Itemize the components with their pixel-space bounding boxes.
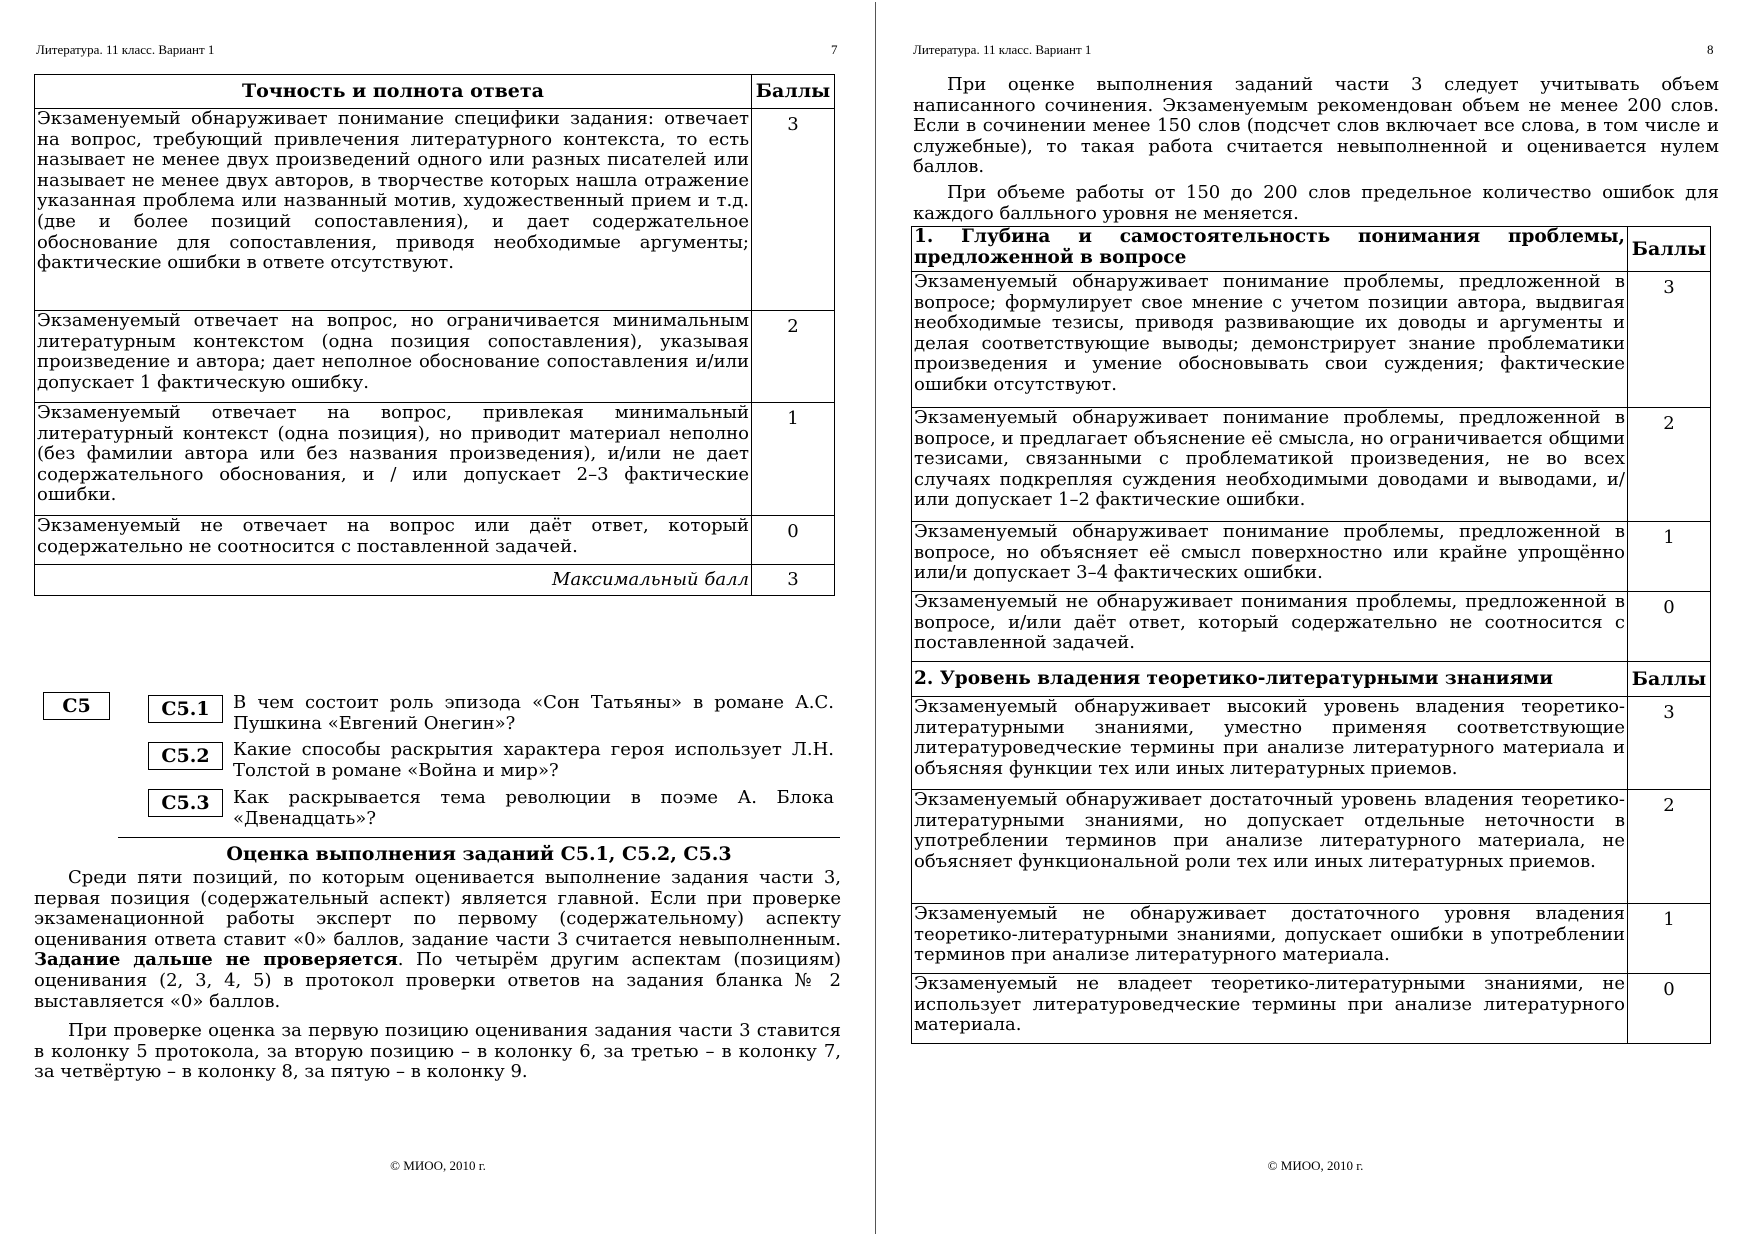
paragraph: При объеме работы от 150 до 200 слов предельное количество ошибок для каждого балльного уровня не меняется. <box>913 182 1719 224</box>
criteria-text: Экзаменуемый обнаруживает высокий уровень владения теоретико-литературными знаниями, уместно применяя соответствующие литературоведческие термины при анализе литературного материала и объясняя функции тех или иных литературных приемов. <box>912 697 1628 790</box>
table-row <box>912 522 1711 592</box>
score-value: 2 <box>1628 790 1711 904</box>
task-label-c5-1: С5.1 <box>148 695 223 723</box>
table-row <box>35 311 835 403</box>
paragraph: При проверке оценка за первую позицию оценивания задания части 3 ставится в колонку 5 протокола, за вторую позицию – в колонку 6, за третью – в колонку 7, за четвёртую – в колонку 8, за пятую – в колонку 9. <box>34 1020 841 1083</box>
task-label-c5-2: С5.2 <box>148 742 223 770</box>
criteria-text: Экзаменуемый не обнаруживает достаточного уровня владения теоретико-литературными знаниями, допускает ошибки в употреблении терминов при анализе литературного материала. <box>912 904 1628 974</box>
criteria-text: Экзаменуемый не владеет теоретико-литературными знаниями, не использует литературоведческие термины при анализе литературного материала. <box>912 974 1628 1044</box>
criteria-table <box>34 74 835 596</box>
table-row <box>912 904 1711 974</box>
criteria-header: Точность и полнота ответа <box>35 75 752 109</box>
criteria-text: Экзаменуемый отвечает на вопрос, привлекая минимальный литературный контекст (одна позиция), но приводит материал неполно (без фамилии автора или без названия произведения), и/или не дает содержательного обоснования, и / или допускает 2–3 фактические ошибки. <box>35 403 752 516</box>
criteria-text: Экзаменуемый не отвечает на вопрос или даёт ответ, который содержательно не соотносится с поставленной задачей. <box>35 516 752 565</box>
question-c5-1: В чем состоит роль эпизода «Сон Татьяны» в романе А.С. Пушкина «Евгений Онегин»? <box>233 692 834 734</box>
footer: © МИОО, 2010 г. <box>1267 1158 1364 1173</box>
criteria-header: 1. Глубина и самостоятельность понимания проблемы, предложенной в вопросе <box>912 227 1628 272</box>
table-row <box>912 974 1711 1044</box>
score-value: 0 <box>1628 974 1711 1044</box>
running-header: Литература. 11 класс. Вариант 1 <box>36 42 215 57</box>
criteria-text: Экзаменуемый обнаруживает понимание проблемы, предложенной в вопросе, но объясняет её смысл поверхностно или крайне упрощённо или/и допускает 3–4 фактических ошибки. <box>912 522 1628 592</box>
criteria-text: Экзаменуемый не обнаруживает понимания проблемы, предложенной в вопросе, и/или даёт ответ, который содержательно не соотносится с поставленной задачей. <box>912 592 1628 662</box>
score-value: 3 <box>1628 697 1711 790</box>
criteria-text: Экзаменуемый обнаруживает понимание специфики задания: отвечает на вопрос, требующий привлечения литературного контекста, то есть называет не менее двух произведений одного или разных писателей или называет не менее двух авторов, в творчестве которых нашла отражение указанная проблема или названный мотив, художественный прием и т.д. (две и более позиций сопоставления), и дает содержательное обоснование для сопоставления, приводя необходимые аргументы; фактические ошибки в ответе отсутствуют. <box>35 109 752 311</box>
max-score-label: Максимальный балл <box>35 565 752 596</box>
max-score-value: 3 <box>752 565 835 596</box>
table-row <box>912 790 1711 904</box>
page-right <box>877 2 1754 1234</box>
criteria-text: Экзаменуемый обнаруживает достаточный уровень владения теоретико-литературными знаниями, но допускает отдельные неточности в употреблении терминов при анализе литературного материала, не объясняет функциональной роли тех или иных литературных приемов. <box>912 790 1628 904</box>
table-row <box>912 408 1711 522</box>
para-text: . По четырём другим аспектам (позициям) оценивания (2, 3, 4, 5) в протокол проверки ответов на задания бланка № 2 выставляется «0» баллов. <box>34 949 842 1012</box>
score-value: 1 <box>752 403 835 516</box>
points-header: Баллы <box>752 75 835 109</box>
score-value: 3 <box>1628 272 1711 408</box>
points-header: Баллы <box>1628 662 1711 697</box>
criteria-text: Экзаменуемый обнаруживает понимание проблемы, предложенной в вопросе; формулирует свое мнение с учетом позиции автора, выдвигая необходимые тезисы, приводя развивающие их доводы и аргументы и делая соответствующие выводы; демонстрирует знание проблематики произведения и умение обосновывать свои суждения; фактические ошибки отсутствуют. <box>912 272 1628 408</box>
para-bold-text: Задание дальше не проверяется <box>34 949 398 971</box>
table-row <box>912 592 1711 662</box>
running-header: Литература. 11 класс. Вариант 1 <box>913 42 1092 57</box>
page-number: 7 <box>831 42 838 57</box>
table-row <box>912 272 1711 408</box>
table-row <box>912 697 1711 790</box>
score-value: 0 <box>1628 592 1711 662</box>
score-value: 3 <box>752 109 835 311</box>
score-value: 1 <box>1628 522 1711 592</box>
task-label-c5-3: С5.3 <box>148 789 223 817</box>
table-row <box>35 516 835 565</box>
criteria-header: 2. Уровень владения теоретико-литературными знаниями <box>912 662 1628 697</box>
score-value: 2 <box>1628 408 1711 522</box>
task-label-c5: С5 <box>43 692 110 720</box>
eval-title: Оценка выполнения заданий С5.1, С5.2, С5.3 <box>226 843 732 865</box>
page-number: 8 <box>1707 42 1714 57</box>
score-value: 2 <box>752 311 835 403</box>
max-score-row <box>35 565 835 596</box>
question-c5-3: Как раскрывается тема революции в поэме А. Блока «Двенадцать»? <box>233 787 834 829</box>
table-row <box>35 109 835 311</box>
paragraph: При оценке выполнения заданий части 3 следует учитывать объем написанного сочинения. Экзаменуемым рекомендован объем не менее 200 слов. Если в сочинении менее 150 слов (подсчет слов включает все слова, в том числе и служебные), то такая работа считается невыполненной и оценивается нулем баллов. <box>913 74 1719 178</box>
criteria-text: Экзаменуемый отвечает на вопрос, но ограничивается минимальным литературным контекстом (одна позиция сопоставления), указывая произведение и автора; дает неполное обоснование сопоставления и/или допускает 1 фактическую ошибку. <box>35 311 752 403</box>
footer: © МИОО, 2010 г. <box>390 1158 486 1173</box>
paragraph <box>34 868 841 1012</box>
score-value: 0 <box>752 516 835 565</box>
para-text: Среди пяти позиций, по которым оценивается выполнение задания части 3, первая позиция (содержательный аспект) является главной. Если при проверке экзаменационной работы эксперт по первому (содержательному) аспекту оценивания ответа ставит «0» баллов, задание части 3 считается невыполненным. <box>34 867 841 950</box>
question-c5-2: Какие способы раскрытия характера героя использует Л.Н. Толстой в романе «Война и мир»? <box>233 739 834 781</box>
score-value: 1 <box>1628 904 1711 974</box>
page-left <box>0 2 876 1234</box>
points-header: Баллы <box>1628 227 1711 272</box>
table-row <box>35 403 835 516</box>
criteria-table <box>911 226 1711 1044</box>
divider <box>118 837 840 838</box>
criteria-text: Экзаменуемый обнаруживает понимание проблемы, предложенной в вопросе, и предлагает объяснение её смысла, но ограничивается общими тезисами, связанными с проблематикой произведения, не во всех случаях подкрепляя суждения необходимыми доводами и выводами, и/или допускает 1–2 фактические ошибки. <box>912 408 1628 522</box>
